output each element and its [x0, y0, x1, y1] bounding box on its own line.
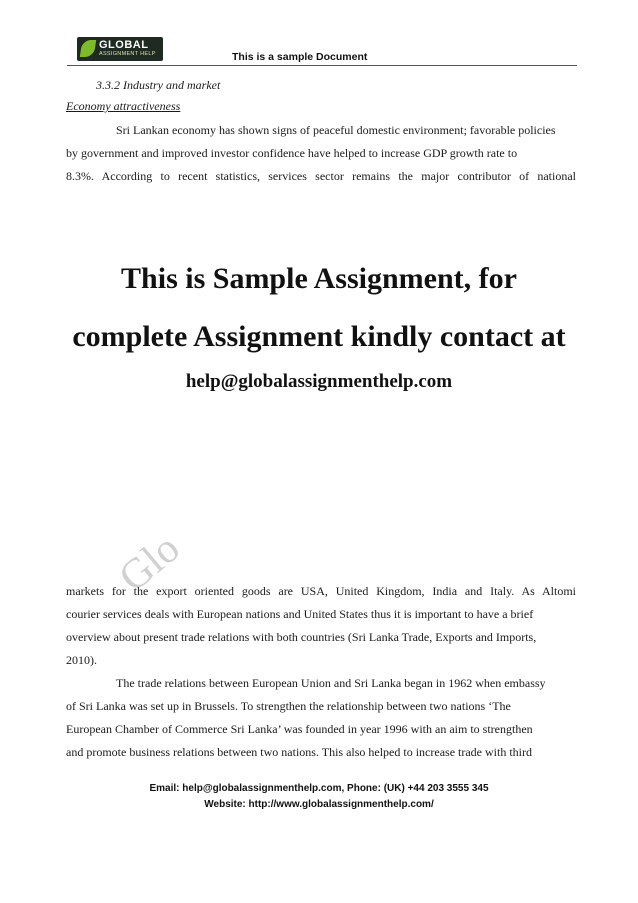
paragraph-line: markets for the export oriented goods are USA, United Kingdom, India and Italy. As Altomi: [66, 584, 576, 598]
paragraph-line: 2010).: [66, 653, 97, 667]
page-header: [77, 37, 577, 67]
subheading: Economy attractiveness: [66, 99, 181, 113]
paragraph-line: 8.3%. According to recent statistics, services sector remains the major contributor of national: [66, 169, 576, 183]
logo-main-text: GLOBAL: [99, 39, 149, 51]
paragraph-line: of Sri Lanka was set up in Brussels. To strengthen the relationship between two nations ‘The: [66, 699, 511, 713]
footer-website-line: Website: http://www.globalassignmenthelp.com/: [204, 799, 434, 810]
paragraph-line: courier services deals with European nations and United States thus it is important to have a brief: [66, 607, 534, 621]
watermark-line-2: complete Assignment kindly contact at: [72, 320, 566, 353]
ghost-watermark-text: Glo: [110, 525, 189, 602]
global-assignment-help-logo: [77, 37, 163, 61]
paragraph-line: European Chamber of Commerce Sri Lanka’ was founded in year 1996 with an aim to strengthen: [66, 722, 533, 736]
leaf-icon: [80, 40, 96, 57]
header-title: This is a sample Document: [232, 51, 368, 63]
header-divider: [67, 65, 577, 66]
logo-sub-text: ASSIGNMENT HELP: [99, 51, 156, 57]
watermark-email: help@globalassignmenthelp.com: [185, 371, 453, 392]
footer-contact-line: Email: help@globalassignmenthelp.com, Phone: (UK) +44 203 3555 345: [149, 783, 489, 794]
watermark-line-1: This is Sample Assignment, for: [121, 262, 517, 295]
paragraph-line: by government and improved investor confidence have helped to increase GDP growth rate to: [66, 146, 518, 160]
section-heading: 3.3.2 Industry and market: [96, 78, 221, 92]
paragraph-line: Sri Lankan economy has shown signs of peaceful domestic environment; favorable policies: [116, 123, 556, 137]
paragraph-line: and promote business relations between two nations. This also helped to increase trade with third: [66, 745, 533, 759]
paragraph-line: overview about present trade relations with both countries (Sri Lanka Trade, Exports and Imports,: [66, 630, 537, 644]
paragraph-line: The trade relations between European Union and Sri Lanka began in 1962 when embassy: [116, 676, 546, 690]
